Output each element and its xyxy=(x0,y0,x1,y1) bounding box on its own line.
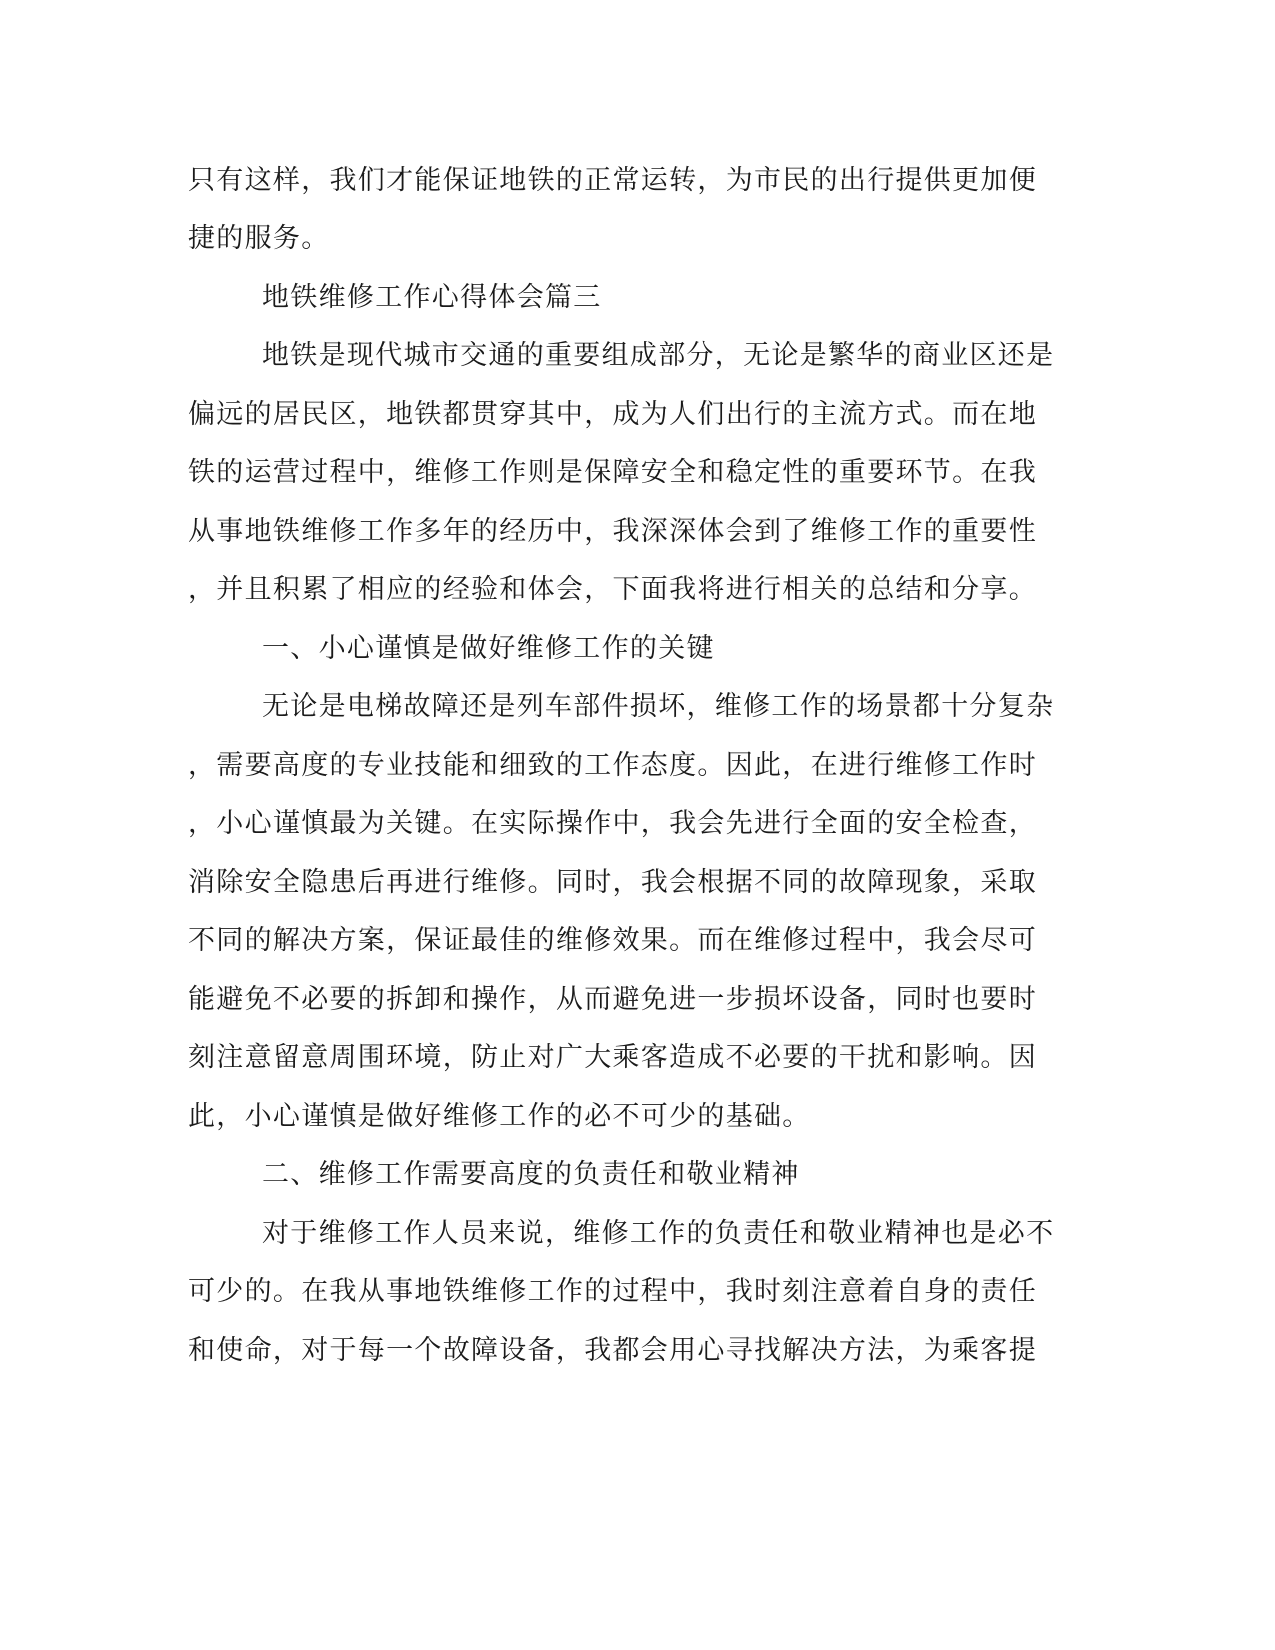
text-line: 不同的解决方案，保证最佳的维修效果。而在维修过程中，我会尽可 xyxy=(188,925,1037,956)
text-line: ，需要高度的专业技能和细致的工作态度。因此，在进行维修工作时 xyxy=(188,750,1037,781)
section-title: 地铁维修工作心得体会篇三 xyxy=(262,282,602,313)
text-line: ，并且积累了相应的经验和体会，下面我将进行相关的总结和分享。 xyxy=(188,574,1037,605)
text-line: 无论是电梯故障还是列车部件损坏，维修工作的场景都十分复杂 xyxy=(262,691,1055,722)
text-line: 偏远的居民区，地铁都贯穿其中，成为人们出行的主流方式。而在地 xyxy=(188,399,1037,430)
section-heading: 二、维修工作需要高度的负责任和敬业精神 xyxy=(262,1159,800,1190)
text-line: 消除安全隐患后再进行维修。同时，我会根据不同的故障现象，采取 xyxy=(188,867,1037,898)
text-line: 和使命，对于每一个故障设备，我都会用心寻找解决方法，为乘客提 xyxy=(188,1335,1037,1366)
section-heading: 一、小心谨慎是做好维修工作的关键 xyxy=(262,633,715,664)
text-line: 铁的运营过程中，维修工作则是保障安全和稳定性的重要环节。在我 xyxy=(188,457,1037,488)
text-line: 地铁是现代城市交通的重要组成部分，无论是繁华的商业区还是 xyxy=(262,340,1055,371)
text-line: ，小心谨慎最为关键。在实际操作中，我会先进行全面的安全检查， xyxy=(188,808,1037,839)
text-line: 可少的。在我从事地铁维修工作的过程中，我时刻注意着自身的责任 xyxy=(188,1276,1037,1307)
text-line: 刻注意留意周围环境，防止对广大乘客造成不必要的干扰和影响。因 xyxy=(188,1042,1037,1073)
text-line: 从事地铁维修工作多年的经历中，我深深体会到了维修工作的重要性 xyxy=(188,516,1037,547)
text-line: 只有这样，我们才能保证地铁的正常运转，为市民的出行提供更加便 xyxy=(188,165,1037,196)
text-line: 对于维修工作人员来说，维修工作的负责任和敬业精神也是必不 xyxy=(262,1218,1055,1249)
text-line: 能避免不必要的拆卸和操作，从而避免进一步损坏设备，同时也要时 xyxy=(188,984,1037,1015)
text-line: 此，小心谨慎是做好维修工作的必不可少的基础。 xyxy=(188,1101,811,1132)
text-line: 捷的服务。 xyxy=(188,223,330,254)
